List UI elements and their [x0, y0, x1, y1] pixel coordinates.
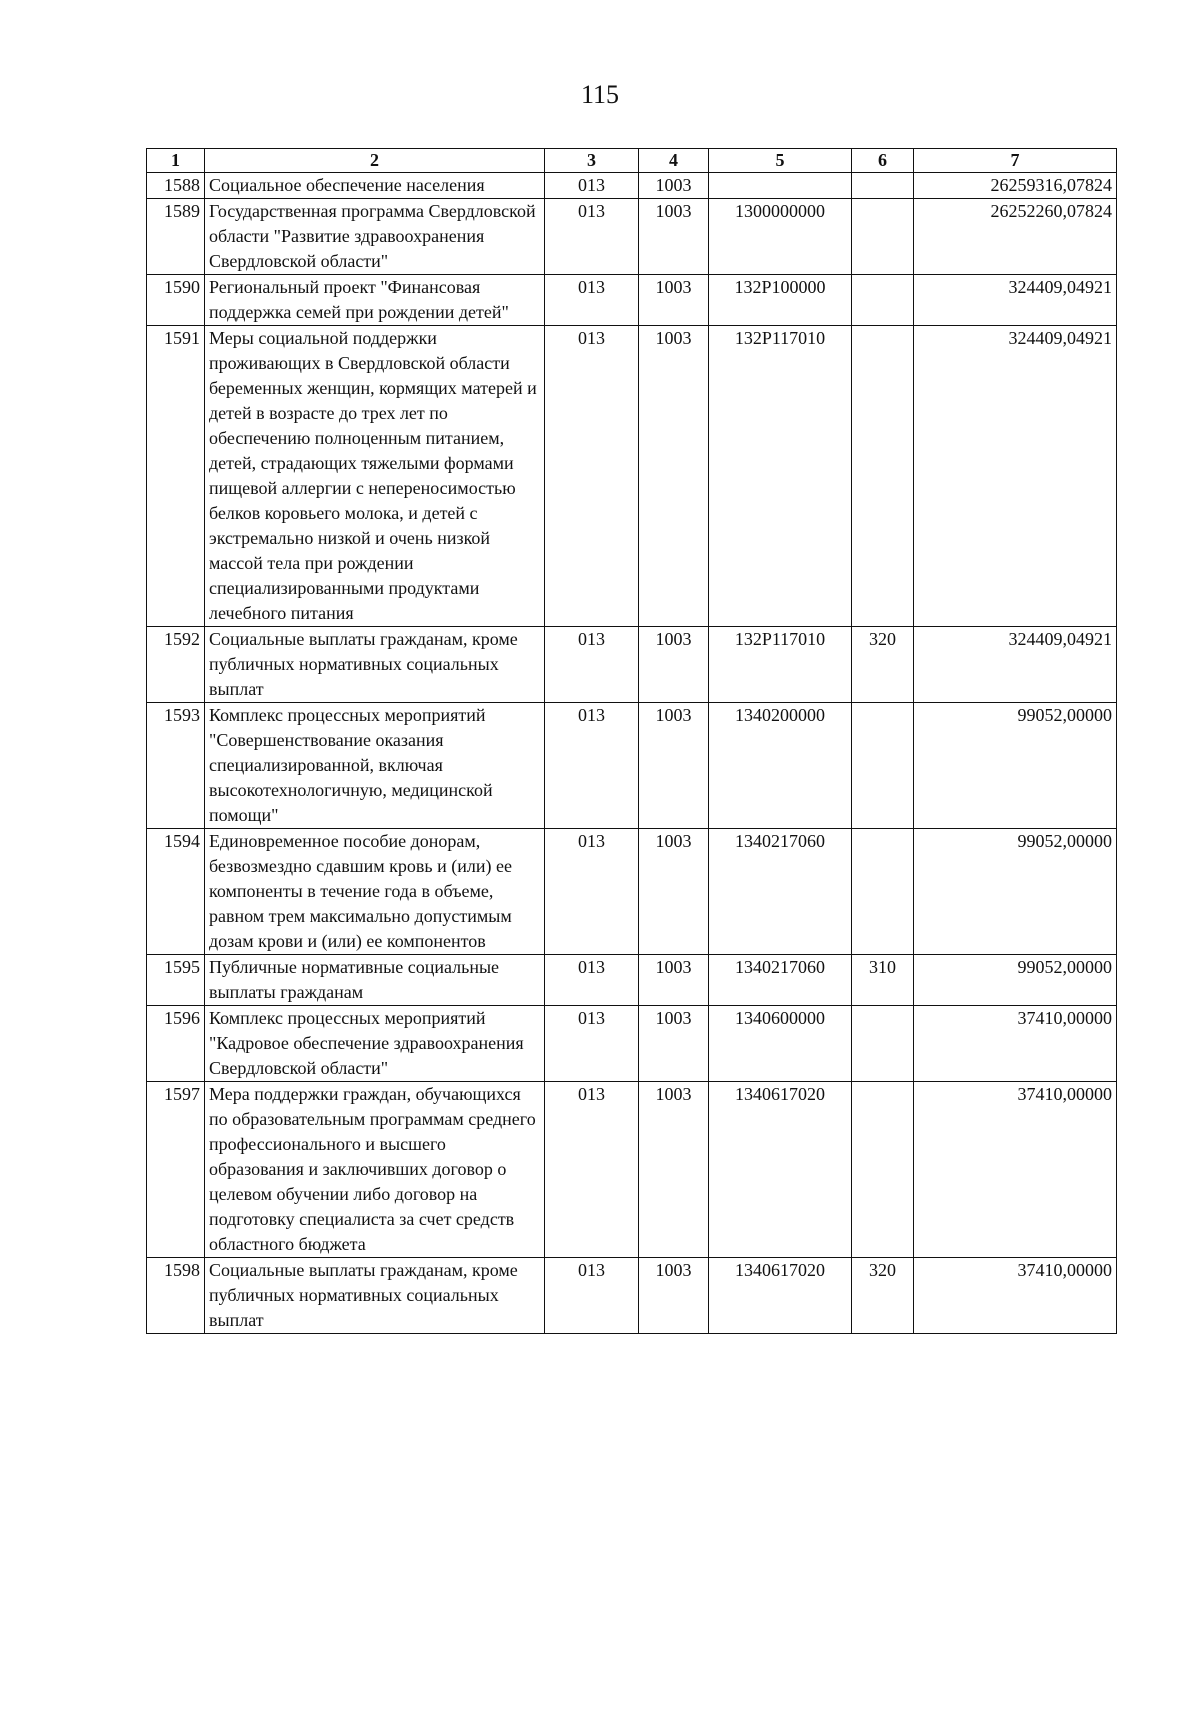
row-number: 1593: [147, 703, 205, 829]
row-name: Комплекс процессных мероприятий "Совершенствование оказания специализированной, включая высокотехнологичную, медицинской помощи": [205, 703, 545, 829]
row-col5: 1340617020: [709, 1258, 852, 1334]
budget-table: [146, 148, 1117, 1334]
row-sum: 99052,00000: [914, 829, 1117, 955]
row-col4: 1003: [639, 173, 709, 199]
row-col4: 1003: [639, 1006, 709, 1082]
row-col6: [852, 1006, 914, 1082]
row-number: 1598: [147, 1258, 205, 1334]
row-col3: 013: [545, 1006, 639, 1082]
row-sum: 99052,00000: [914, 955, 1117, 1006]
row-col4: 1003: [639, 1082, 709, 1258]
header-cell: 2: [205, 149, 545, 173]
row-number: 1596: [147, 1006, 205, 1082]
row-name: Социальное обеспечение населения: [205, 173, 545, 199]
row-col3: 013: [545, 955, 639, 1006]
row-col5: 132P100000: [709, 275, 852, 326]
row-col5: 1340200000: [709, 703, 852, 829]
row-col3: 013: [545, 275, 639, 326]
row-col4: 1003: [639, 955, 709, 1006]
row-col3: 013: [545, 199, 639, 275]
header-cell: 3: [545, 149, 639, 173]
row-number: 1595: [147, 955, 205, 1006]
table-row: [147, 1082, 1117, 1258]
row-col6: 320: [852, 1258, 914, 1334]
row-col4: 1003: [639, 829, 709, 955]
row-col3: 013: [545, 627, 639, 703]
row-name: Публичные нормативные социальные выплаты гражданам: [205, 955, 545, 1006]
row-col3: 013: [545, 173, 639, 199]
row-col6: [852, 326, 914, 627]
row-name: Мера поддержки граждан, обучающихся по образовательным программам среднего профессионального и высшего образования и заключивших договор о целевом обучении либо договор на подготовку специалиста за счет средств областного бюджета: [205, 1082, 545, 1258]
row-col4: 1003: [639, 199, 709, 275]
row-col5: 1340217060: [709, 829, 852, 955]
row-number: 1592: [147, 627, 205, 703]
row-number: 1589: [147, 199, 205, 275]
row-col6: 310: [852, 955, 914, 1006]
header-cell: 5: [709, 149, 852, 173]
row-number: 1594: [147, 829, 205, 955]
row-sum: 26252260,07824: [914, 199, 1117, 275]
row-col3: 013: [545, 326, 639, 627]
row-name: Комплекс процессных мероприятий "Кадровое обеспечение здравоохранения Свердловской области": [205, 1006, 545, 1082]
table-row: [147, 627, 1117, 703]
row-col4: 1003: [639, 326, 709, 627]
header-cell: 1: [147, 149, 205, 173]
table-row: [147, 199, 1117, 275]
row-col4: 1003: [639, 275, 709, 326]
table-row: [147, 173, 1117, 199]
row-name: Региональный проект "Финансовая поддержка семей при рождении детей": [205, 275, 545, 326]
row-sum: 37410,00000: [914, 1258, 1117, 1334]
row-number: 1590: [147, 275, 205, 326]
table-row: [147, 275, 1117, 326]
row-col6: [852, 829, 914, 955]
row-col3: 013: [545, 1082, 639, 1258]
row-name: Единовременное пособие донорам, безвозмездно сдавшим кровь и (или) ее компоненты в течение года в объеме, равном трем максимально допустимым дозам крови и (или) ее компонентов: [205, 829, 545, 955]
row-col5: 132P117010: [709, 326, 852, 627]
table-row: [147, 1258, 1117, 1334]
header-cell: 7: [914, 149, 1117, 173]
table-row: [147, 829, 1117, 955]
row-col6: [852, 703, 914, 829]
table-row: [147, 1006, 1117, 1082]
row-number: 1591: [147, 326, 205, 627]
header-row: [147, 149, 1117, 173]
row-col4: 1003: [639, 703, 709, 829]
row-sum: 324409,04921: [914, 326, 1117, 627]
row-col6: [852, 173, 914, 199]
row-number: 1597: [147, 1082, 205, 1258]
table-row: [147, 955, 1117, 1006]
row-col5: 132P117010: [709, 627, 852, 703]
table-body: [147, 173, 1117, 1334]
row-number: 1588: [147, 173, 205, 199]
row-name: Социальные выплаты гражданам, кроме публичных нормативных социальных выплат: [205, 1258, 545, 1334]
row-sum: 99052,00000: [914, 703, 1117, 829]
row-col4: 1003: [639, 1258, 709, 1334]
row-col3: 013: [545, 829, 639, 955]
row-col5: 1300000000: [709, 199, 852, 275]
row-col6: [852, 275, 914, 326]
row-col6: 320: [852, 627, 914, 703]
row-sum: 324409,04921: [914, 627, 1117, 703]
row-sum: 324409,04921: [914, 275, 1117, 326]
row-sum: 37410,00000: [914, 1082, 1117, 1258]
row-name: Меры социальной поддержки проживающих в Свердловской области беременных женщин, кормящих матерей и детей в возрасте до трех лет по обеспечению полноценным питанием, детей, страдающих тяжелыми формами пищевой аллергии с непереносимостью белков коровьего молока, и детей с экстремально низкой и очень низкой массой тела при рождении специализированными продуктами лечебного питания: [205, 326, 545, 627]
row-name: Государственная программа Свердловской области "Развитие здравоохранения Свердловской области": [205, 199, 545, 275]
row-col3: 013: [545, 1258, 639, 1334]
page-number: 115: [580, 80, 620, 109]
row-col6: [852, 199, 914, 275]
row-col5: [709, 173, 852, 199]
row-col6: [852, 1082, 914, 1258]
row-sum: 26259316,07824: [914, 173, 1117, 199]
table-row: [147, 326, 1117, 627]
row-col5: 1340617020: [709, 1082, 852, 1258]
row-col3: 013: [545, 703, 639, 829]
table-row: [147, 703, 1117, 829]
header-cell: 6: [852, 149, 914, 173]
row-sum: 37410,00000: [914, 1006, 1117, 1082]
row-name: Социальные выплаты гражданам, кроме публичных нормативных социальных выплат: [205, 627, 545, 703]
header-cell: 4: [639, 149, 709, 173]
row-col4: 1003: [639, 627, 709, 703]
row-col5: 1340217060: [709, 955, 852, 1006]
row-col5: 1340600000: [709, 1006, 852, 1082]
